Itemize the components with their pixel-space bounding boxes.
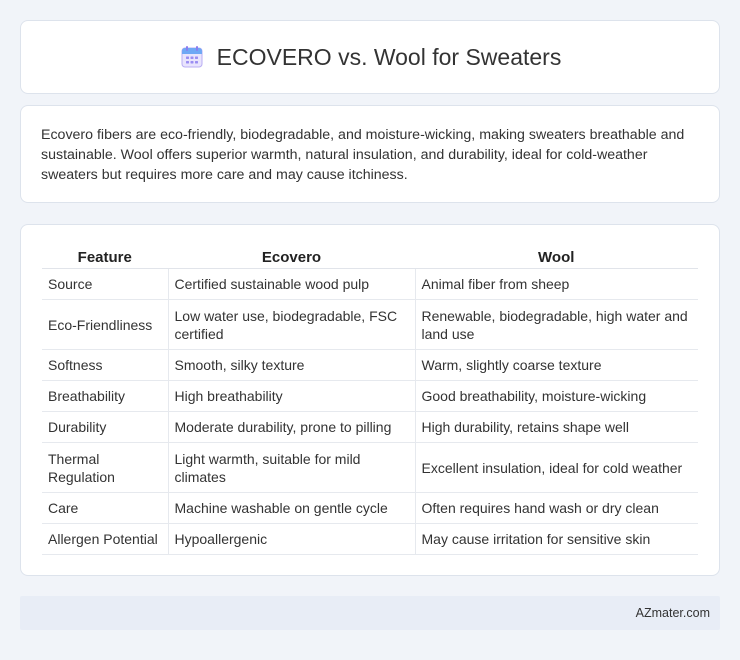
cell-wool: Warm, slightly coarse texture [415,350,698,381]
title-card [20,20,720,94]
comparison-table [42,245,698,555]
description-card [20,105,720,203]
table-header-row [42,245,698,269]
table-row [42,300,698,350]
cell-ecovero: Moderate durability, prone to pilling [168,412,415,443]
cell-ecovero: Light warmth, suitable for mild climates [168,443,415,493]
footer-brand: AZmater.com [635,606,710,620]
cell-ecovero: Hypoallergenic [168,524,415,555]
cell-feature: Source [42,269,168,300]
table-row [42,412,698,443]
cell-ecovero: Machine washable on gentle cycle [168,493,415,524]
cell-feature: Breathability [42,381,168,412]
cell-wool: High durability, retains shape well [415,412,698,443]
table-row [42,381,698,412]
table-row [42,443,698,493]
footer [20,596,720,630]
table-row [42,524,698,555]
cell-feature: Eco-Friendliness [42,300,168,350]
cell-wool: Animal fiber from sheep [415,269,698,300]
header-ecovero: Ecovero [168,245,415,269]
calendar-icon [179,44,205,70]
page-title: ECOVERO vs. Wool for Sweaters [216,43,562,70]
cell-feature: Softness [42,350,168,381]
cell-wool: May cause irritation for sensitive skin [415,524,698,555]
cell-wool: Renewable, biodegradable, high water and land use [415,300,698,350]
cell-feature: Allergen Potential [42,524,168,555]
cell-ecovero: High breathability [168,381,415,412]
table-row [42,269,698,300]
cell-feature: Care [42,493,168,524]
description-text: Ecovero fibers are eco-friendly, biodegradable, and moisture-wicking, making sweaters breathable and sustainable. Wool offers superior warmth, natural insulation, and durability, ideal for cold-weather sweaters but requires more care and may cause itchiness. [41,127,685,183]
cell-wool: Often requires hand wash or dry clean [415,493,698,524]
table-row [42,493,698,524]
cell-feature: Thermal Regulation [42,443,168,493]
cell-feature: Durability [42,412,168,443]
cell-ecovero: Low water use, biodegradable, FSC certified [168,300,415,350]
header-feature: Feature [42,245,168,269]
comparison-table-card [20,224,720,576]
cell-wool: Good breathability, moisture-wicking [415,381,698,412]
header-wool: Wool [415,245,698,269]
cell-ecovero: Certified sustainable wood pulp [168,269,415,300]
cell-ecovero: Smooth, silky texture [168,350,415,381]
cell-wool: Excellent insulation, ideal for cold weather [415,443,698,493]
table-row [42,350,698,381]
